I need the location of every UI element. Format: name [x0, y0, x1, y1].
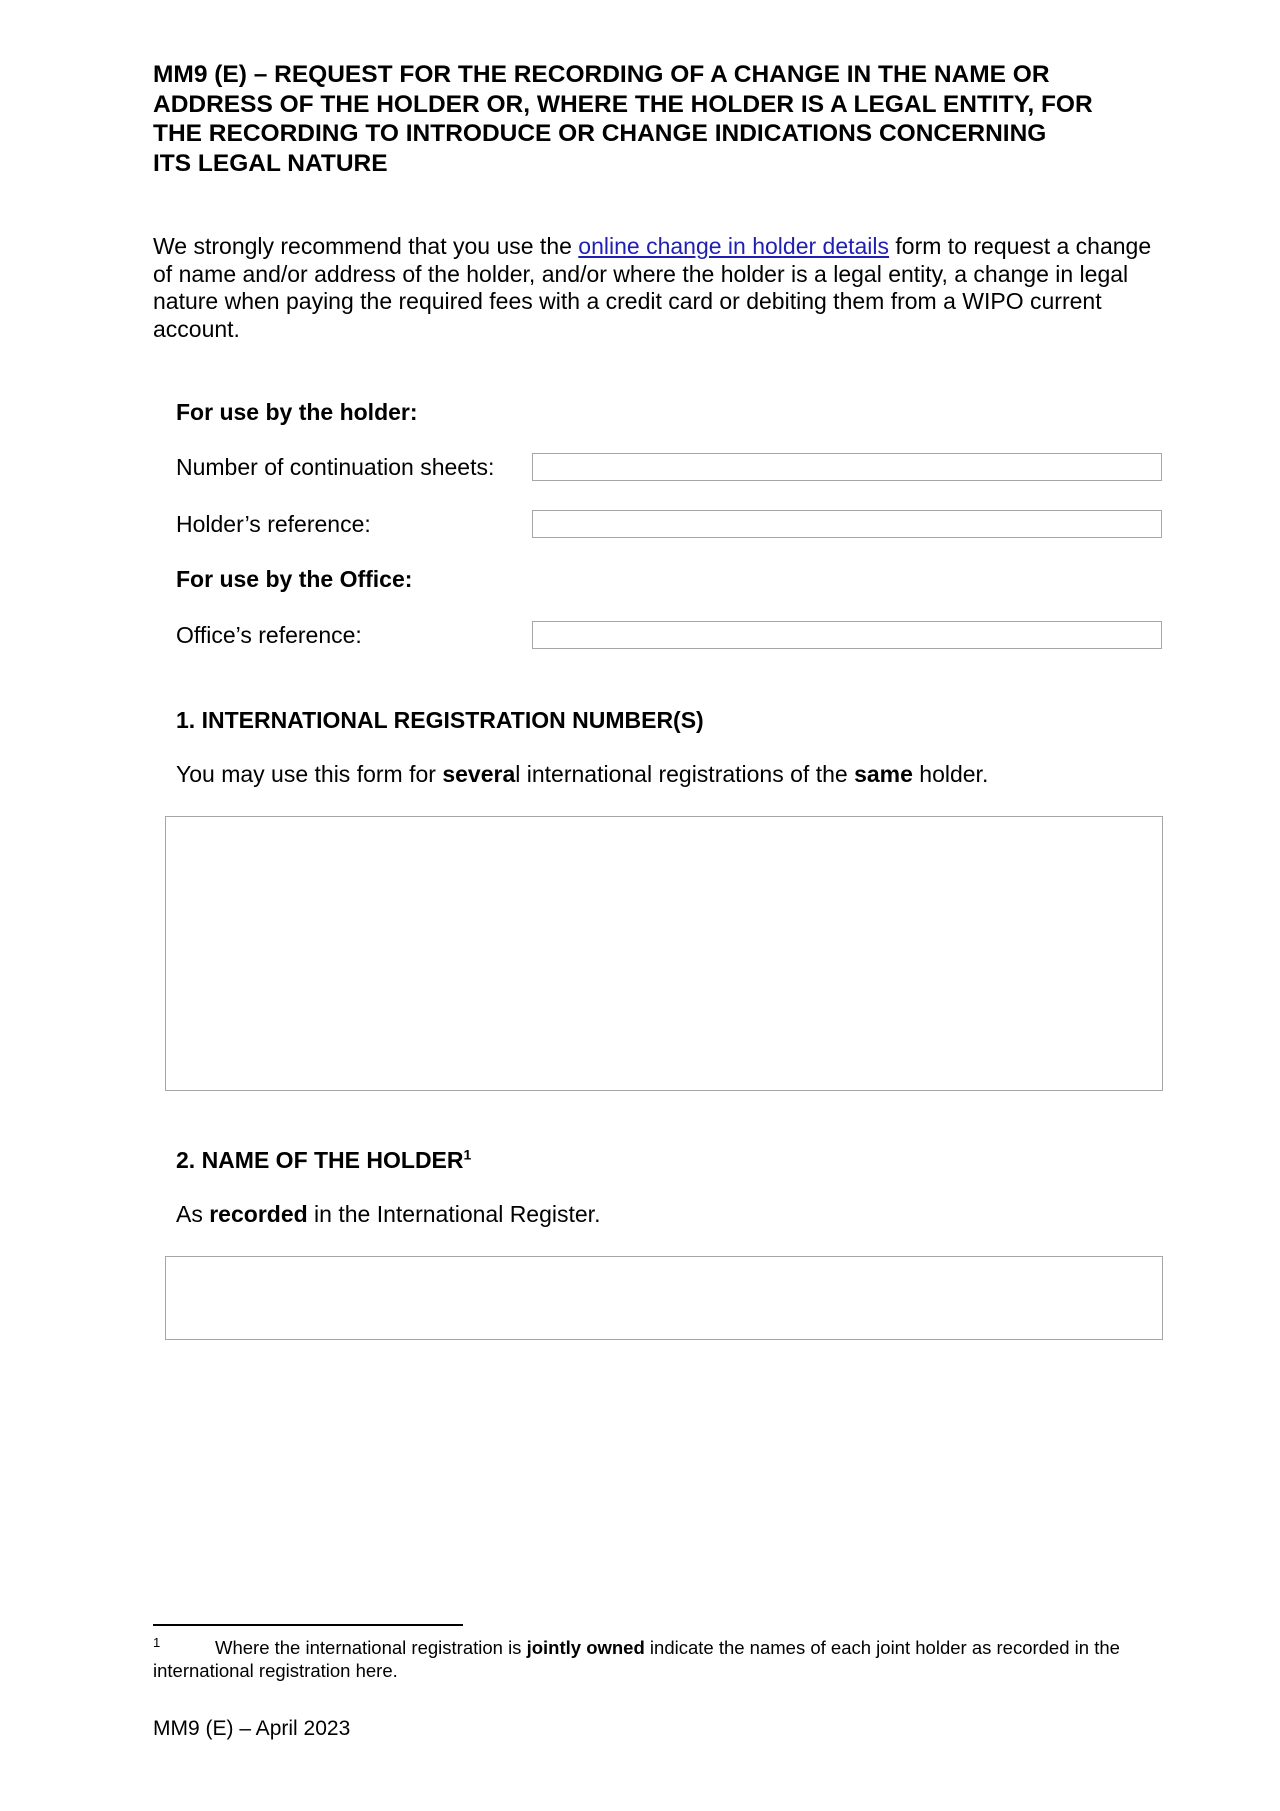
continuation-sheets-field[interactable]: [532, 453, 1162, 481]
holder-name-field[interactable]: [165, 1256, 1163, 1340]
section1-heading: 1. INTERNATIONAL REGISTRATION NUMBER(S): [176, 707, 704, 733]
office-reference-label: Office’s reference:: [176, 622, 362, 648]
office-reference-field[interactable]: [532, 621, 1162, 649]
continuation-sheets-label: Number of continuation sheets:: [176, 454, 495, 480]
page-footer: MM9 (E) – April 2023: [153, 1717, 351, 1740]
form-title: MM9 (E) – REQUEST FOR THE RECORDING OF A CHANGE IN THE NAME OR ADDRESS OF THE HOLDER OR, WHERE THE HOLDER IS A LEGAL ENTITY, FOR THE RECORDING TO INTRODUCE OR CHANGE INDICATIONS CONCERNING ITS LEGAL NATURE: [153, 61, 1093, 177]
section2-instructions: As recorded in the International Register.: [176, 1201, 601, 1227]
footnote: 1 Where the international registration is jointly owned indicate the names of each joint holder as recorded in the international registration here.: [153, 1634, 1120, 1681]
footnote-reference: 1: [463, 1146, 472, 1163]
registration-numbers-field[interactable]: [165, 816, 1163, 1091]
section2-heading: 2. NAME OF THE HOLDER$^1$: [176, 1146, 472, 1173]
holder-use-heading: For use by the holder:: [176, 399, 418, 425]
holder-reference-label: Holder’s reference:: [176, 511, 371, 537]
online-change-link[interactable]: online change in holder details: [578, 233, 890, 259]
intro-paragraph: We strongly recommend that you use the online change in holder details form to request a change of name and/or address of the holder, and/or where the holder is a legal entity, a change in legal nature when paying the required fees with a credit card or debiting them from a WIPO current account.: [153, 233, 1152, 342]
footnote-divider: [153, 1624, 463, 1626]
holder-reference-field[interactable]: [532, 510, 1162, 538]
section1-instructions: You may use this form for several international registrations of the same holder.: [176, 761, 989, 787]
office-use-heading: For use by the Office:: [176, 566, 413, 592]
